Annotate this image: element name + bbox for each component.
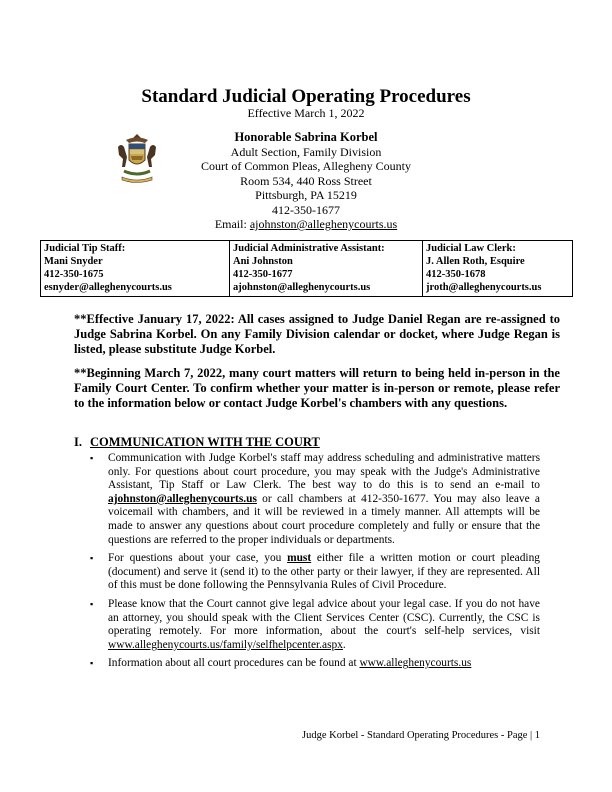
staff-cell-tip-staff: [41, 241, 230, 297]
bullet-icon: ▪: [90, 598, 94, 609]
document-title: Standard Judicial Operating Procedures: [141, 86, 471, 107]
staff-email[interactable]: jroth@alleghenycourts.us: [426, 282, 542, 293]
judge-court: Court of Common Pleas, Allegheny County: [201, 159, 411, 173]
staff-title: Judicial Tip Staff:: [44, 243, 126, 254]
bullet-text: For questions about your case, you: [108, 552, 288, 565]
staff-email[interactable]: ajohnston@alleghenycourts.us: [233, 282, 371, 293]
judge-contact-block: [0, 130, 612, 232]
staff-contact-table: [40, 240, 573, 297]
notice-reassignment: **Effective January 17, 2022: All cases assigned to Judge Daniel Regan are re-assigned to Judge Sabrina Korbel. On any Family Division calendar or docket, where Judge Regan is listed, please substitute Judge Korbel.: [74, 312, 560, 356]
bullet-text: Communication with Judge Korbel's staff may address scheduling and administrative matters only. For questions about court procedure, you may speak with the Judge's Administrative Assistant, Tip Staff or Law Clerk. The best way to do this is to send an e-mail to: [108, 452, 540, 492]
staff-title: Judicial Administrative Assistant:: [233, 243, 385, 254]
staff-title: Judicial Law Clerk:: [426, 243, 516, 254]
judge-email-line: [0, 217, 612, 232]
bullet-icon: ▪: [90, 453, 94, 463]
judge-email-label: Email:: [214, 217, 247, 231]
judge-division: Adult Section, Family Division: [230, 144, 382, 159]
list-item: [90, 552, 540, 593]
email-link[interactable]: ajohnston@alleghenycourts.us: [108, 492, 257, 505]
self-help-link[interactable]: www.alleghenycourts.us/family/selfhelpcenter.aspx: [108, 638, 343, 651]
bullet-text: Please know that the Court cannot give legal advice about your legal case. If you do not have an attorney, you should speak with the Client Services Center (CSC). Currently, the CSC is operating remotely. For more information, about the court's self-help services, visit: [108, 597, 540, 638]
courts-website-link[interactable]: www.alleghenycourts.us: [359, 657, 472, 670]
staff-phone: 412-350-1675: [44, 269, 104, 280]
bullet-text: or call chambers at 412-350-1677. You may also leave a voicemail with chambers, and it will be reviewed in a timely manner. All attempts will be made to answer any questions about court procedure completely and fully or ensure that the questions are referred to the proper individuals or departments.: [108, 492, 540, 546]
judge-city: Pittsburgh, PA 15219: [255, 188, 357, 202]
notice-in-person: **Beginning March 7, 2022, many court matters will return to being held in-person in the Family Court Center. To confirm whether your matter is in-person or remote, please refer to the information below or contact Judge Korbel's chambers with any questions.: [74, 366, 560, 410]
emphasis-must: must: [287, 552, 312, 565]
judge-room: Room 534, 440 Ross Street: [240, 173, 372, 188]
effective-date: Effective March 1, 2022: [247, 106, 365, 120]
judge-phone: 412-350-1677: [272, 202, 340, 217]
judge-name: Honorable Sabrina Korbel: [234, 130, 378, 144]
staff-phone: 412-350-1677: [233, 269, 293, 280]
bullet-icon: ▪: [90, 658, 94, 669]
staff-cell-admin-assistant: [230, 241, 423, 297]
bullet-text: Information about all court procedures can be found at: [108, 657, 360, 670]
list-item: [90, 657, 540, 671]
staff-cell-law-clerk: [423, 241, 573, 297]
bullet-text: either file a written motion or court pleading (document) and serve it (send it) to the other party or their lawyer, if they are represented. All of this must be done following the Pennsylvania Rules of Civil Procedure.: [108, 552, 540, 592]
section-number: I.: [74, 435, 82, 449]
section-heading: [74, 435, 320, 450]
judge-email-link[interactable]: ajohnston@alleghenycourts.us: [249, 217, 398, 231]
staff-name: J. Allen Roth, Esquire: [426, 256, 525, 267]
page-footer: Judge Korbel - Standard Operating Procedures - Page | 1: [302, 730, 540, 741]
section-label: COMMUNICATION WITH THE COURT: [90, 435, 320, 449]
list-item: [90, 598, 540, 652]
staff-phone: 412-350-1678: [426, 269, 486, 280]
bullet-text: .: [342, 638, 346, 651]
staff-name: Ani Johnston: [233, 256, 293, 267]
staff-name: Mani Snyder: [44, 256, 103, 267]
staff-email[interactable]: esnyder@alleghenycourts.us: [44, 282, 172, 293]
bullet-icon: ▪: [90, 553, 94, 564]
bullet-list: [90, 452, 540, 676]
list-item: [90, 452, 540, 547]
